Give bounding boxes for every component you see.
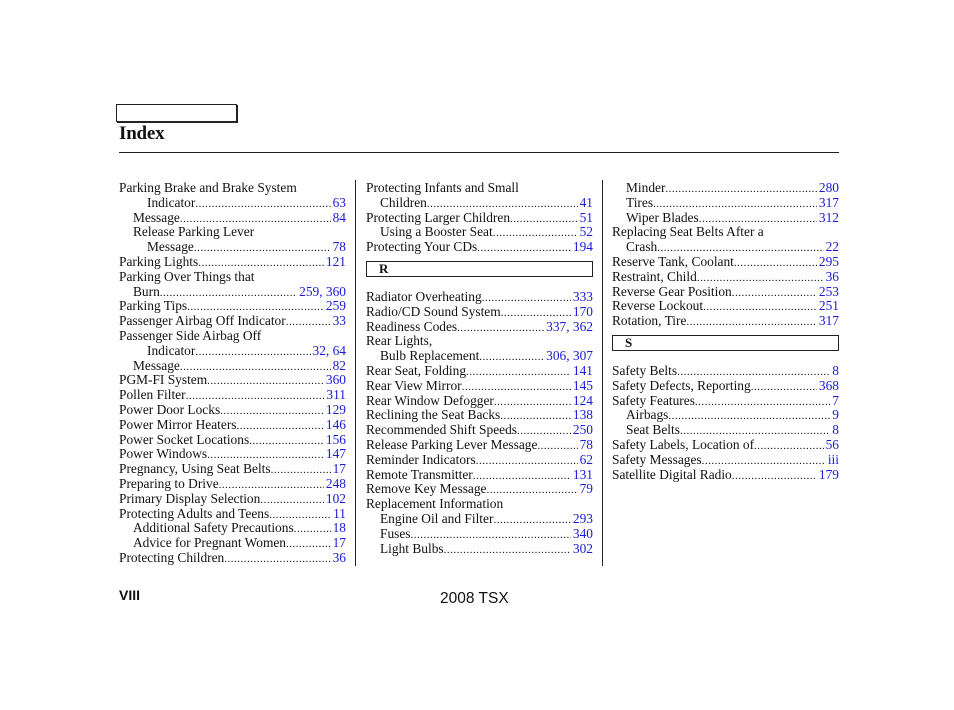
dot-leader (479, 350, 544, 365)
dot-leader (457, 321, 544, 336)
index-term: Rear Seat, Folding (366, 362, 467, 378)
index-entry (612, 211, 839, 226)
page-reference-link[interactable]: 124 (572, 392, 593, 408)
index-term: Power Windows (119, 446, 208, 462)
page-reference-link[interactable]: 302 (572, 540, 593, 556)
index-term: Replacing Seat Belts After a (612, 224, 764, 240)
page-reference-link[interactable]: 306, 307 (546, 348, 593, 364)
index-entry (119, 225, 346, 240)
index-entry (612, 394, 839, 409)
index-entry (119, 433, 346, 448)
index-term: Light Bulbs (380, 540, 444, 556)
index-term: Release Parking Lever Message (366, 436, 538, 452)
page-reference-link[interactable]: 52 (579, 224, 593, 240)
dot-leader (754, 439, 824, 454)
index-term: Indicator (147, 194, 196, 210)
page-reference-link[interactable]: 78 (332, 239, 346, 255)
index-entry (612, 240, 839, 255)
index-term: Parking Lights (119, 253, 199, 269)
page-reference-link[interactable]: 17 (332, 461, 346, 477)
index-term: Additional Safety Precautions (133, 520, 294, 536)
index-term: Replacement Information (366, 496, 504, 512)
dot-leader (271, 463, 331, 478)
page-reference-link[interactable]: 340 (572, 525, 593, 541)
index-term: Passenger Airbag Off Indicator (119, 313, 286, 329)
page-reference-link[interactable]: 312 (818, 209, 839, 225)
page-reference-link[interactable]: 280 (818, 180, 839, 195)
index-entry (612, 364, 839, 379)
index-term: Wiper Blades (626, 209, 699, 225)
dot-leader (195, 197, 330, 212)
column-divider-2 (602, 180, 603, 566)
index-term: Crash (626, 239, 658, 255)
dot-leader (286, 315, 331, 330)
page-reference-link[interactable]: 251 (818, 298, 839, 314)
index-term: Protecting Children (119, 549, 225, 565)
page-reference-link[interactable]: 7 (832, 392, 839, 408)
index-term: Message (147, 239, 194, 255)
section-letter-s: S (612, 335, 839, 351)
dot-leader (294, 522, 331, 537)
index-entry (119, 373, 346, 388)
page-reference-link[interactable]: 317 (818, 313, 839, 329)
index-term: PGM-FI System (119, 372, 208, 388)
page-reference-link[interactable]: 56 (825, 436, 839, 452)
index-column-1 (119, 181, 346, 566)
index-term: Safety Belts (612, 362, 678, 378)
index-entry (119, 240, 346, 255)
index-entry (366, 290, 593, 305)
dot-leader (207, 374, 324, 389)
index-term: Airbags (626, 407, 669, 423)
index-term: Rear Window Defogger (366, 392, 494, 408)
dot-leader (493, 513, 570, 528)
index-entry (119, 462, 346, 477)
index-term: Minder (626, 180, 666, 195)
page-reference-link[interactable]: 36 (825, 268, 839, 284)
index-entry (612, 423, 839, 438)
index-term: Satellite Digital Radio (612, 466, 732, 482)
index-entry (366, 211, 593, 226)
index-entry (119, 359, 346, 374)
index-entry (119, 211, 346, 226)
index-entry (612, 468, 839, 483)
index-term: Advice for Pregnant Women (133, 535, 286, 551)
page-reference-link[interactable]: 259, 360 (299, 283, 346, 299)
page-reference-link[interactable]: 33 (332, 313, 346, 329)
index-term: Parking Over Things that (119, 268, 255, 284)
page-reference-link[interactable]: 194 (572, 239, 593, 255)
index-term: Safety Messages (612, 451, 702, 467)
index-term: Burn (133, 283, 160, 299)
index-entry (366, 379, 593, 394)
dot-leader (473, 469, 571, 484)
page-reference-link[interactable]: 11 (333, 505, 346, 521)
index-entry (119, 521, 346, 536)
dot-leader (195, 345, 310, 360)
index-term: Passenger Side Airbag Off (119, 327, 262, 343)
index-term: Seat Belts (626, 422, 680, 438)
index-entry (366, 305, 593, 320)
dot-leader (466, 365, 571, 380)
index-entry (612, 408, 839, 423)
index-entry (366, 482, 593, 497)
page-reference-link[interactable]: 259 (325, 298, 346, 314)
index-term: Pollen Filter (119, 387, 186, 403)
page-reference-link[interactable]: 78 (579, 436, 593, 452)
index-term: Tires (626, 194, 654, 210)
index-term: Fuses (380, 525, 411, 541)
index-term: Radiator Overheating (366, 288, 482, 304)
index-entry (119, 447, 346, 462)
index-entry (119, 551, 346, 566)
page-reference-link[interactable]: 170 (572, 303, 593, 319)
index-term: Protecting Adults and Teens (119, 505, 270, 521)
index-entry (612, 270, 839, 285)
index-entry (119, 181, 346, 196)
index-term: Remove Key Message (366, 481, 487, 497)
page-reference-link[interactable]: 8 (832, 362, 839, 378)
index-entry (119, 314, 346, 329)
index-entry (366, 468, 593, 483)
index-entry (119, 270, 346, 285)
index-term: Pregnancy, Using Seat Belts (119, 461, 271, 477)
index-term: Parking Brake and Brake System (119, 180, 297, 195)
page-reference-link[interactable]: 84 (332, 209, 346, 225)
index-entry (366, 497, 593, 512)
index-entry (119, 344, 346, 359)
index-term: Reverse Gear Position (612, 283, 732, 299)
index-term: Power Mirror Heaters (119, 416, 237, 432)
index-entry (612, 285, 839, 300)
index-column-3 (612, 181, 839, 482)
index-entry (366, 364, 593, 379)
dot-leader (695, 395, 830, 410)
index-term: Rear View Mirror (366, 377, 462, 393)
section-letter-r: R (366, 261, 593, 277)
index-entry (119, 285, 346, 300)
index-term: Reminder Indicators (366, 451, 476, 467)
index-term: Reserve Tank, Coolant (612, 253, 734, 269)
index-term: Rotation, Tire (612, 313, 687, 329)
dot-leader (751, 380, 817, 395)
index-term: Radio/CD Sound System (366, 303, 501, 319)
index-column-2 (366, 181, 593, 556)
dot-leader (444, 543, 571, 558)
index-term: Preparing to Drive (119, 475, 219, 491)
index-entry (366, 225, 593, 240)
page-reference-link[interactable]: 146 (325, 416, 346, 432)
dot-leader (734, 256, 817, 271)
page-reference-link[interactable]: 8 (832, 422, 839, 438)
page-reference-link[interactable]: 360 (325, 372, 346, 388)
index-term: Reverse Lockout (612, 298, 704, 314)
index-term: Protecting Infants and Small (366, 180, 519, 195)
index-entry (119, 507, 346, 522)
page-reference-link[interactable]: 141 (572, 362, 593, 378)
index-term: Safety Labels, Location of (612, 436, 755, 452)
dot-leader (732, 469, 817, 484)
page-reference-link[interactable]: 22 (825, 239, 839, 255)
dot-leader (686, 315, 816, 330)
dot-leader (494, 395, 571, 410)
page-reference-link[interactable]: 79 (579, 481, 593, 497)
index-entry (119, 388, 346, 403)
page-reference-link[interactable]: iii (827, 451, 839, 467)
page-reference-link[interactable]: 293 (572, 510, 593, 526)
title-rule (119, 152, 839, 153)
page-reference-link[interactable]: 248 (325, 475, 346, 491)
dot-leader (493, 226, 578, 241)
index-term: Protecting Larger Children (366, 209, 511, 225)
page-reference-link[interactable]: 62 (579, 451, 593, 467)
index-entry (366, 181, 593, 196)
index-entry (612, 196, 839, 211)
page-reference-link[interactable]: 63 (332, 194, 346, 210)
dot-leader (510, 212, 578, 227)
dot-leader (260, 493, 324, 508)
index-entry (612, 453, 839, 468)
index-entry (612, 225, 839, 240)
index-term: Readiness Codes (366, 318, 458, 334)
page-reference-link[interactable]: 138 (572, 407, 593, 423)
page-reference-link[interactable]: 17 (332, 535, 346, 551)
page-reference-link[interactable]: 311 (326, 387, 346, 403)
page-reference-link[interactable]: 121 (325, 253, 346, 269)
page-reference-link[interactable]: 82 (332, 357, 346, 373)
index-term: Rear Lights, (366, 333, 433, 349)
page-reference-link[interactable]: 156 (325, 431, 346, 447)
index-entry (119, 403, 346, 418)
footer-model: 2008 TSX (440, 590, 509, 607)
page-reference-link[interactable]: 337, 362 (546, 318, 593, 334)
index-entry (366, 527, 593, 542)
index-entry (612, 379, 839, 394)
index-term: Children (380, 194, 427, 210)
index-entry (366, 408, 593, 423)
index-entry (119, 477, 346, 492)
index-term: Message (133, 209, 180, 225)
dot-leader (537, 439, 577, 454)
column-divider-1 (355, 180, 356, 566)
page-reference-link[interactable]: 253 (818, 283, 839, 299)
page-reference-link[interactable]: 129 (325, 401, 346, 417)
page-reference-link[interactable]: 41 (579, 194, 593, 210)
index-entry (366, 320, 593, 335)
page-reference-link[interactable]: 317 (818, 194, 839, 210)
page-reference-link[interactable]: 368 (818, 377, 839, 393)
index-entry (612, 438, 839, 453)
dot-leader (286, 537, 331, 552)
dot-leader (194, 241, 331, 256)
index-term: Power Socket Locations (119, 431, 250, 447)
dot-leader (476, 454, 578, 469)
index-term: Safety Defects, Reporting (612, 377, 751, 393)
index-term: Protecting Your CDs (366, 239, 478, 255)
page-reference-link[interactable]: 102 (325, 490, 346, 506)
dot-leader (249, 434, 324, 449)
section-tab-box (116, 104, 237, 122)
dot-leader (665, 182, 816, 197)
page-title: Index (119, 123, 165, 144)
page-reference-link[interactable]: 179 (818, 466, 839, 482)
index-term: Message (133, 357, 180, 373)
index-entry (119, 255, 346, 270)
page-reference-link[interactable]: 36 (332, 549, 346, 565)
index-term: Remote Transmitter (366, 466, 473, 482)
dot-leader (477, 241, 571, 256)
page-reference-link[interactable]: 51 (579, 209, 593, 225)
index-term: Restraint, Child (612, 268, 697, 284)
index-term: Power Door Locks (119, 401, 221, 417)
index-entry (366, 423, 593, 438)
index-term: Using a Booster Seat (380, 224, 493, 240)
index-entry (366, 453, 593, 468)
page-reference-link[interactable]: 145 (572, 377, 593, 393)
index-term: Parking Tips (119, 298, 188, 314)
index-entry (366, 334, 593, 349)
page-number: VIII (119, 587, 141, 603)
index-entry (612, 181, 839, 196)
page-reference-link[interactable]: 295 (818, 253, 839, 269)
index-entry (612, 299, 839, 314)
index-term: Primary Display Selection (119, 490, 261, 506)
dot-leader (224, 552, 330, 567)
index-entry (119, 299, 346, 314)
index-entry (366, 542, 593, 557)
dot-leader (732, 286, 817, 301)
index-entry (366, 196, 593, 211)
page-reference-link[interactable]: 250 (572, 422, 593, 438)
index-term: Recommended Shift Speeds (366, 422, 517, 438)
index-term: Safety Features (612, 392, 695, 408)
page-reference-link[interactable]: 147 (325, 446, 346, 462)
page-reference-link[interactable]: 9 (832, 407, 839, 423)
index-entry (119, 329, 346, 344)
dot-leader (237, 419, 324, 434)
page-reference-link[interactable]: 131 (572, 466, 593, 482)
index-term: Reclining the Seat Backs (366, 407, 501, 423)
page-reference-link[interactable]: 18 (332, 520, 346, 536)
index-entry (366, 349, 593, 364)
dot-leader (703, 300, 817, 315)
page-reference-link[interactable]: 333 (572, 288, 593, 304)
index-entry (366, 240, 593, 255)
index-term: Release Parking Lever (133, 224, 255, 240)
page-reference-link[interactable]: 32, 64 (312, 342, 346, 358)
index-entry (366, 438, 593, 453)
index-entry (612, 314, 839, 329)
index-entry (366, 394, 593, 409)
index-entry (119, 196, 346, 211)
index-entry (119, 418, 346, 433)
index-term: Indicator (147, 342, 196, 358)
index-entry (612, 255, 839, 270)
index-entry (119, 536, 346, 551)
dot-leader (668, 409, 830, 424)
index-term: Engine Oil and Filter (380, 510, 494, 526)
index-entry (366, 512, 593, 527)
index-term: Bulb Replacement (380, 348, 480, 364)
index-entry (119, 492, 346, 507)
